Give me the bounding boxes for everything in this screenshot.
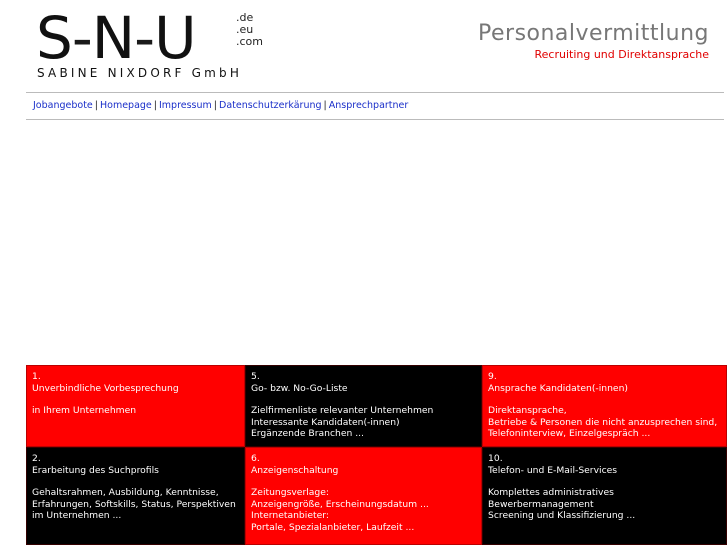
step-number: 5.	[251, 371, 260, 382]
step-description: Zielfirmenliste relevanter Unternehmen Interessante Kandidaten(-innen) Ergänzende Branchen ...	[251, 405, 434, 439]
step-title: Unverbindliche Vorbesprechung	[32, 382, 179, 394]
step-description: Zeitungsverlage: Anzeigengröße, Erscheinungsdatum ... Internetanbieter: Portale, Spezialanbieter, Laufzeit ...	[251, 487, 429, 533]
logo-letter-u: U	[154, 4, 196, 72]
logo-letter-s: S	[36, 4, 72, 72]
nav-link-impressum[interactable]: Impressum	[158, 100, 212, 111]
page-subtitle: Recruiting und Direktansprache	[534, 48, 709, 61]
step-title: Telefon- und E-Mail-Services	[488, 464, 618, 476]
divider-bottom	[26, 119, 724, 120]
logo-domain-eu: .eu	[236, 23, 254, 36]
step-number: 6.	[251, 453, 260, 464]
header-tagline	[478, 20, 709, 62]
step-card-6	[245, 447, 482, 545]
step-card-9	[482, 365, 727, 447]
step-description: Komplettes administratives Bewerbermanagement Screening und Klassifizierung ...	[488, 487, 636, 521]
step-card-1	[26, 365, 245, 447]
nav-separator: |	[153, 100, 157, 111]
logo-letter-n: N	[91, 4, 135, 72]
step-title: Ansprache Kandidaten(-innen)	[488, 382, 628, 394]
nav-link-homepage[interactable]: Homepage	[99, 100, 152, 111]
step-number: 10.	[488, 453, 503, 464]
company-logo	[36, 4, 276, 82]
nav-link-datenschutz[interactable]: Datenschutzerkärung	[219, 100, 322, 111]
step-title: Go- bzw. No-Go-Liste	[251, 382, 348, 394]
logo-domain-com: .com	[236, 35, 263, 48]
step-title: Erarbeitung des Suchprofils	[32, 464, 159, 476]
step-description: Gehaltsrahmen, Ausbildung, Kenntnisse, Erfahrungen, Softskills, Status, Perspektiven im Unternehmen ...	[32, 487, 236, 521]
nav-link-ansprechpartner[interactable]: Ansprechpartner	[328, 100, 409, 111]
nav-link-jobangebote[interactable]: Jobangebote	[33, 100, 93, 111]
step-number: 2.	[32, 453, 41, 464]
process-steps-grid	[26, 365, 727, 545]
step-card-10	[482, 447, 727, 545]
logo-domains	[236, 12, 263, 48]
step-number: 9.	[488, 371, 497, 382]
step-number: 1.	[32, 371, 41, 382]
logo-company-name: SABINE NIXDORF GmbH	[37, 66, 243, 80]
step-title: Anzeigenschaltung	[251, 464, 339, 476]
divider-top	[26, 92, 724, 93]
logo-letters: S-N-U	[36, 4, 196, 72]
nav-separator: |	[323, 100, 327, 111]
page-title: Personalvermittlung	[478, 21, 709, 46]
step-card-5	[245, 365, 482, 447]
nav-separator: |	[213, 100, 217, 111]
main-nav	[33, 100, 408, 111]
step-card-2	[26, 447, 245, 545]
nav-separator: |	[94, 100, 98, 111]
logo-domain-de: .de	[236, 11, 254, 24]
step-description: in Ihrem Unternehmen	[32, 405, 137, 416]
step-description: Direktansprache, Betriebe & Personen die nicht anzusprechen sind, Telefoninterview, Einzelgespräch ...	[488, 405, 718, 439]
